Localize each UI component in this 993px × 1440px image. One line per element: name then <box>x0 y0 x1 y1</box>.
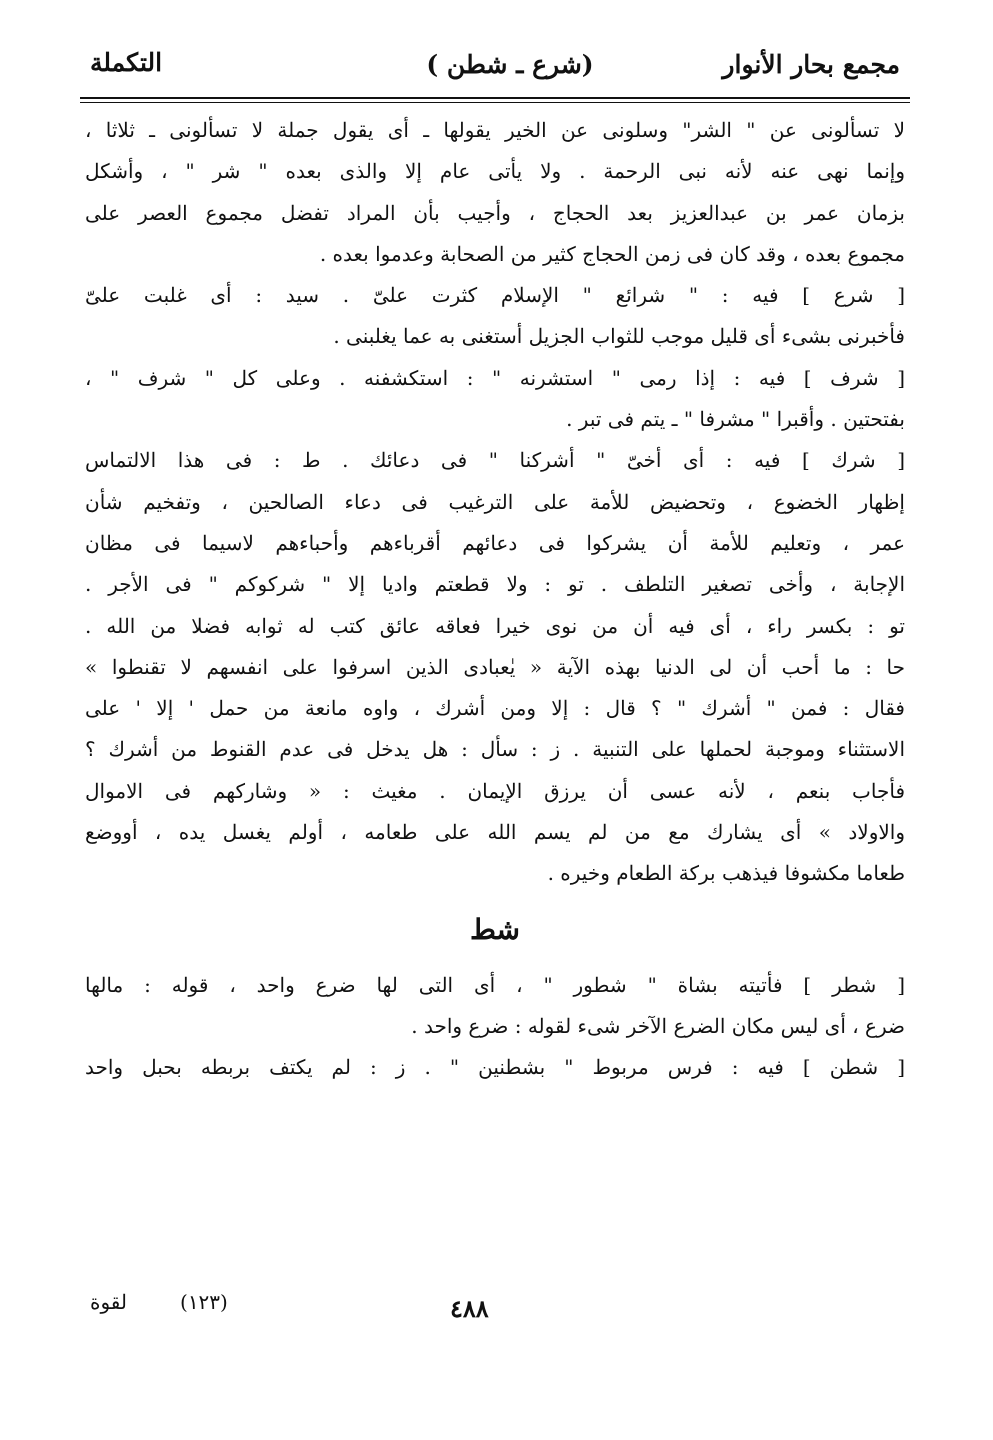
text-line: وإنما نهى عنه لأنه نبى الرحمة . ولا يأتى عام إلا والذى بعده " شر " ، وأشكل <box>85 159 905 184</box>
header-rule-thin <box>80 102 910 103</box>
header-rule-thick <box>80 97 910 99</box>
text-line: عمر ، وتعليم للأمة أن يشركوا فى دعائهم أقرباءهم وأحباءهم لاسيما فى مظان <box>85 530 905 555</box>
text-line: ضرع ، أى ليس مكان الضرع الآخر شىء لقوله : ضرع واحد . <box>411 1013 905 1038</box>
text-line: بفتحتين . وأقبرا " مشرفا " ـ يتم فى تبر . <box>566 407 905 432</box>
main-text <box>85 110 905 1089</box>
text-line: طعاما مكشوفا فيذهب بركة الطعام وخيره . <box>547 861 905 886</box>
catchword: لقوة <box>90 1290 128 1314</box>
text-line: الاستثناء وموجبة لحملها على التنبية . ز : سأل : هل يدخل فى عدم القنوط من أشرك ؟ <box>85 737 905 762</box>
entry-range: (شرع ـ شطن ) <box>426 50 594 79</box>
text-line: فأخبرنى بشىء أى قليل موجب للثواب الجزيل أستغنى به عما يغلبنى . <box>333 324 905 349</box>
page-footer <box>90 1290 910 1330</box>
text-line: الإجابة ، وأخى تصغير التلطف . تو : ولا قطعتم واديا إلا " شركوكم " فى الأجر . <box>85 572 905 597</box>
section-heading: شط <box>469 912 521 946</box>
entry-line-shatan: [ شطن ] فيه : فرس مربوط " بشطنين " . ز : لم يكتف بربطه بحبل واحد <box>85 1055 905 1080</box>
text-line: إظهار الخضوع ، وتحضيض للأمة على الترغيب فى دعاء الصالحين ، وتفخيم شأن <box>85 489 905 514</box>
section-name: التكملة <box>90 48 163 77</box>
entry-line-shirk: [ شرك ] فيه : أى أخىّ " أشركنا " فى دعائك . ط : فى هذا الالتماس <box>85 448 905 473</box>
text-line: والاولاد » أى يشارك مع من لم يسم الله على طعامه ، أولم يغسل يده ، أووضع <box>85 820 905 845</box>
entry-line-sharaf: [ شرف ] فيه : إذا رمى " استشرنه " : استكشفنه . وعلى كل " شرف " ، <box>85 365 905 390</box>
book-title: مجمع بحار الأنوار <box>722 50 900 79</box>
text-line: فقال : فمن " أشرك " ؟ قال : إلا ومن أشرك ، واوه مانعة من حمل ' إلا ' على <box>85 696 905 721</box>
page-number: ٤٨٨ <box>450 1294 489 1323</box>
text-line: فأجاب بنعم ، لأنه عسى أن يرزق الإيمان . مغيث : « وشاركهم فى الاموال <box>85 778 905 803</box>
text-line: لا تسألونى عن " الشر" وسلونى عن الخير يقولها ـ أى يقول جملة لا تسألونى ـ ثلاثا ، <box>85 118 905 142</box>
reference-number: (١٢٣) <box>180 1290 228 1314</box>
text-line: تو : بكسر راء ، أى فيه أن من نوى خيرا فعاقه عائق كتب له ثوابه فضلا من الله . <box>85 613 905 638</box>
entry-line-shar: [ شرع ] فيه : " شرائع " الإسلام كثرت علىّ . سيد : أى غلبت علىّ <box>85 283 905 308</box>
text-line: حا : ما أحب أن لى الدنيا بهذه الآية « يٰعبادى الذين اسرفوا على انفسهم لا تقنطوا » <box>85 654 905 679</box>
entry-line-shatr: [ شطر ] فأتيته بشاة " شطور " ، أى التى لها ضرع واحد ، قوله : مالها <box>85 972 905 997</box>
text-line: مجموع بعده ، وقد كان فى زمن الحجاج كثير من الصحابة وعدموا بعده . <box>319 241 905 266</box>
running-header <box>90 44 900 94</box>
text-line: بزمان عمر بن عبدالعزيز بعد الحجاج ، وأجيب بأن المراد تفضل مجموع العصر على <box>85 200 905 225</box>
